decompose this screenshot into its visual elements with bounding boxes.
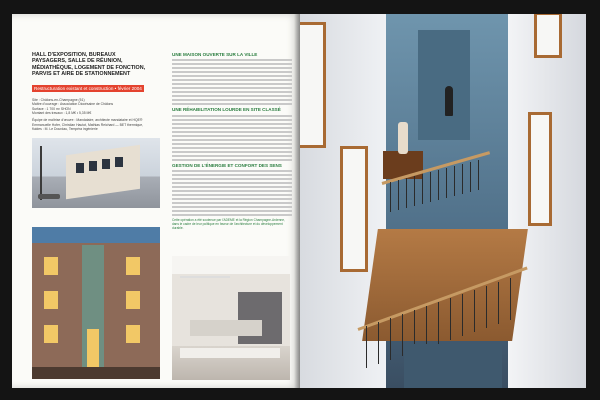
magazine-spread (12, 14, 586, 388)
section-title: UNE MAISON OUVERTE SUR LA VILLE (172, 52, 258, 57)
article-column (172, 52, 292, 231)
person-silhouette (445, 86, 453, 116)
lower-stairs (404, 344, 502, 388)
meta-line: Montant des travaux : 1,8 M€ • 5,35 M€ (32, 111, 92, 116)
upper-stairs (418, 30, 470, 140)
street-photo (32, 138, 160, 208)
project-meta (32, 98, 150, 115)
meta-line: Maître d'ouvrage : Association Diocésaine de Châlons (32, 102, 114, 107)
project-info-column (32, 52, 150, 131)
section-title: UNE RÉHABILITATION LOURDE EN SITE CLASSÉ (172, 107, 281, 113)
interior-photo (172, 256, 290, 380)
project-credits: Équipe de maîtrise d'œuvre : Mandataire, architecte mandataire et HQE® Emmanuelle Hofer, Christian Hautot, Mathias Reichard — BET thermique, fluides : M. Le Dourdau, Tempéra ingénierie (32, 118, 144, 131)
facade-photo (32, 227, 160, 379)
right-page (300, 14, 586, 388)
doorway-frame (528, 112, 552, 226)
project-banner: Restructuration existant et construction • février 2004 (34, 86, 142, 92)
section-title: GESTION DE L'ÉNERGIE ET CONFORT DES SENS (172, 162, 282, 168)
left-page (12, 14, 300, 388)
meta-line: Surface : 1 700 m² SHON (32, 106, 71, 111)
meta-line: Site : Châlons-en-Champagne (51) (32, 98, 85, 103)
doorway-frame (300, 22, 326, 148)
project-headline: HALL D'EXPOSITION, BUREAUX PAYSAGERS, SALLE DE RÉUNION, MÉDIATHÈQUE, LOGEMENT DE FONCTION, PARVIS ET AIRE DE STATIONNEMENT (32, 52, 146, 77)
support-caption: Cette opération a été soutenue par l'ADEME et la Région Champagne-Ardenne, dans le cadre de leur politique en faveur de l'architecture et du développement durable. (172, 218, 285, 231)
sculpture (398, 122, 408, 154)
doorway-frame (534, 14, 562, 58)
wood-landing (362, 229, 528, 341)
doorway-frame (340, 146, 368, 272)
